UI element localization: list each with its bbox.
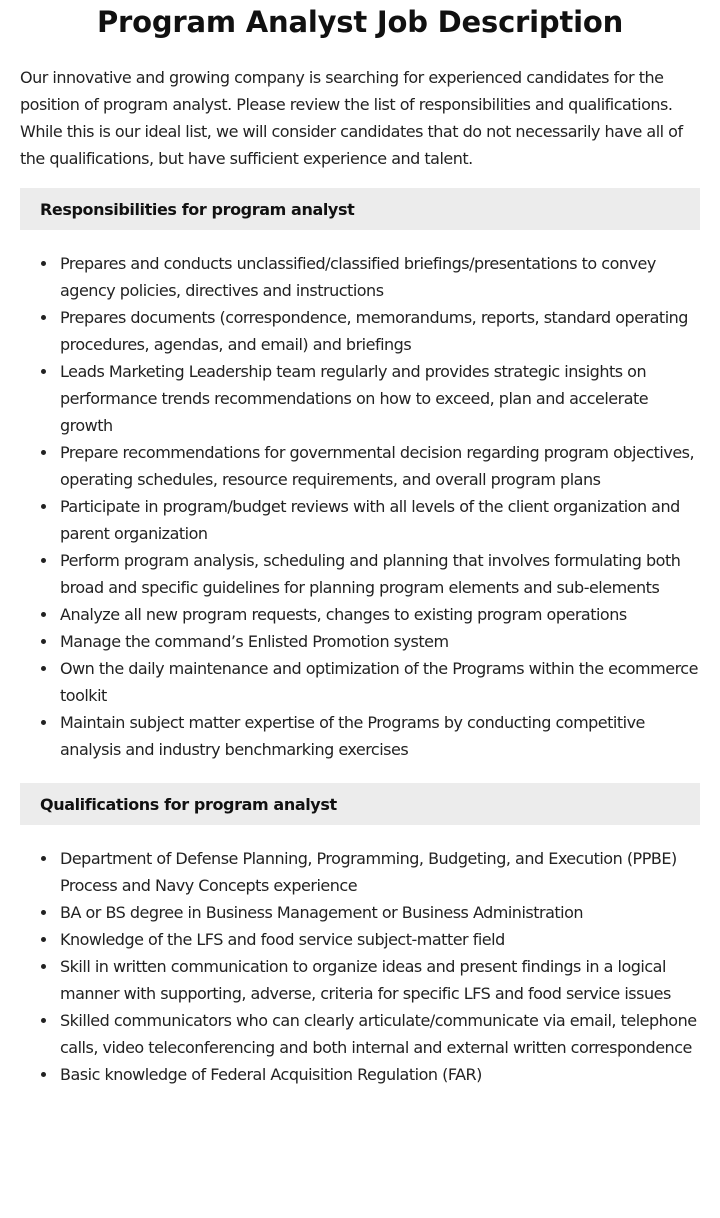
list-item-text: Maintain subject matter expertise of the Programs by conducting competitive analysis and industry benchmarking exercises: [60, 713, 645, 759]
list-item-text: Department of Defense Planning, Programming, Budgeting, and Execution (PPBE) Process and Navy Concepts experience: [60, 849, 677, 895]
list-item-text: Skill in written communication to organize ideas and present findings in a logical manner with supporting, adverse, criteria for specific LFS and food service issues: [60, 957, 671, 1003]
list-item: [60, 628, 700, 655]
bullet-icon: [41, 315, 46, 320]
list-item: [60, 926, 700, 953]
bullet-icon: [41, 856, 46, 861]
list-item-text: Prepares and conducts unclassified/classified briefings/presentations to convey agency policies, directives and instructions: [60, 254, 656, 300]
intro-paragraph: Our innovative and growing company is searching for experienced candidates for the position of program analyst. Please review the list of responsibilities and qualifications. While this is our ideal list, we will consider candidates that do not necessarily have all of the qualifications, but have sufficient experience and talent.: [20, 68, 683, 168]
bullet-icon: [41, 720, 46, 725]
page-title: Program Analyst Job Description: [96, 5, 624, 39]
list-item: [60, 358, 700, 439]
bullet-icon: [41, 261, 46, 266]
list-item: [60, 493, 700, 547]
qualifications-heading: Qualifications for program analyst: [20, 783, 700, 825]
list-item: [60, 601, 700, 628]
bullet-icon: [41, 1018, 46, 1023]
list-item: [60, 1007, 700, 1061]
list-item: [60, 845, 700, 899]
list-item-text: Own the daily maintenance and optimization of the Programs within the ecommerce toolkit: [60, 659, 698, 705]
bullet-icon: [41, 1072, 46, 1077]
list-item-text: Knowledge of the LFS and food service subject-matter field: [60, 930, 505, 949]
list-item-text: Analyze all new program requests, changes to existing program operations: [60, 605, 627, 624]
bullet-icon: [41, 910, 46, 915]
list-item: [60, 439, 700, 493]
list-item: [60, 709, 700, 763]
qualifications-list: [20, 845, 700, 1088]
bullet-icon: [41, 964, 46, 969]
list-item-text: Perform program analysis, scheduling and planning that involves formulating both broad and specific guidelines for planning program elements and sub-elements: [60, 551, 681, 597]
list-item-text: Prepare recommendations for governmental decision regarding program objectives, operating schedules, resource requirements, and overall program plans: [60, 443, 695, 489]
bullet-icon: [41, 612, 46, 617]
list-item-text: Basic knowledge of Federal Acquisition Regulation (FAR): [60, 1065, 482, 1084]
bullet-icon: [41, 666, 46, 671]
list-item: [60, 899, 700, 926]
bullet-icon: [41, 639, 46, 644]
list-item: [60, 953, 700, 1007]
bullet-icon: [41, 937, 46, 942]
responsibilities-list: [20, 250, 700, 763]
list-item-text: Participate in program/budget reviews with all levels of the client organization and parent organization: [60, 497, 680, 543]
list-item-text: Prepares documents (correspondence, memorandums, reports, standard operating procedures, agendas, and email) and briefings: [60, 308, 688, 354]
list-item: [60, 250, 700, 304]
list-item-text: BA or BS degree in Business Management or Business Administration: [60, 903, 584, 922]
list-item: [60, 547, 700, 601]
bullet-icon: [41, 369, 46, 374]
list-item-text: Skilled communicators who can clearly articulate/communicate via email, telephone calls, video teleconferencing and both internal and external written correspondence: [60, 1011, 697, 1057]
list-item: [60, 1061, 700, 1088]
bullet-icon: [41, 558, 46, 563]
bullet-icon: [41, 450, 46, 455]
list-item-text: Leads Marketing Leadership team regularly and provides strategic insights on performance trends recommendations on how to exceed, plan and accelerate growth: [60, 362, 649, 435]
list-item: [60, 655, 700, 709]
list-item-text: Manage the command’s Enlisted Promotion system: [60, 632, 449, 651]
list-item: [60, 304, 700, 358]
responsibilities-heading: Responsibilities for program analyst: [20, 188, 700, 230]
bullet-icon: [41, 504, 46, 509]
